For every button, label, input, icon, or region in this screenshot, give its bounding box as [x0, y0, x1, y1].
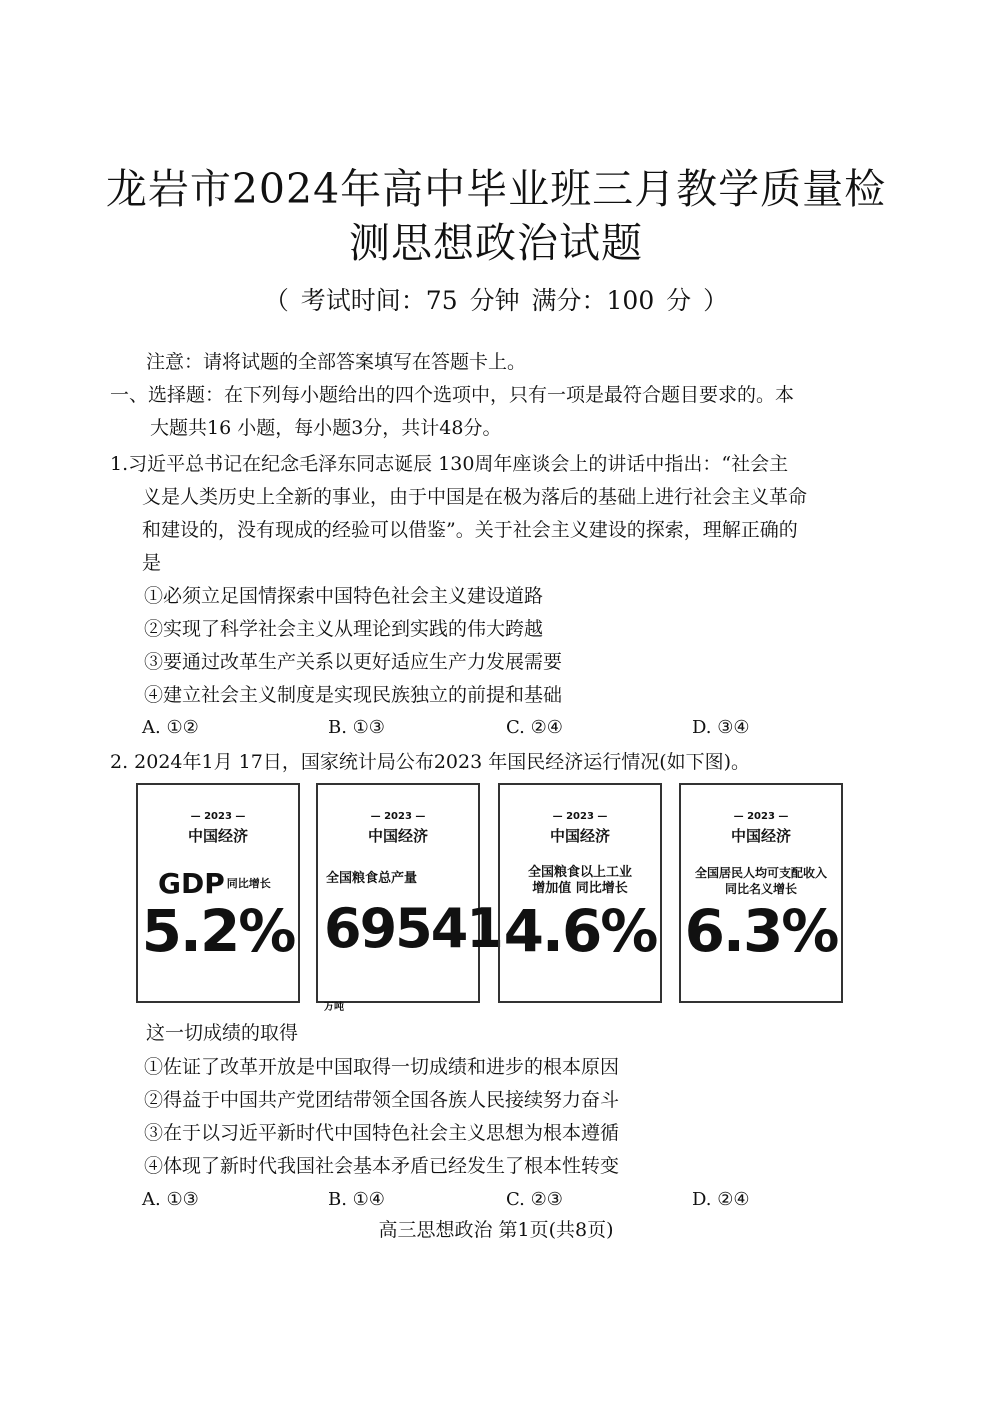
q1-option-c[interactable]: C. ②④: [506, 717, 563, 738]
card-value: 69541: [324, 897, 502, 960]
q1-option-b[interactable]: B. ①③: [328, 717, 385, 738]
card-value: 5.2%: [141, 897, 295, 965]
card-value-wrap: [318, 897, 502, 1023]
card-value: 6.3%: [684, 897, 838, 965]
card-income: [679, 783, 843, 1003]
card-year: — 2023 —: [370, 811, 426, 822]
card-label-small: 同比名义增长: [724, 882, 797, 896]
q2-statement-3: ③在于以习近平新时代中国特色社会主义思想为根本遵循: [144, 1122, 620, 1144]
section-heading-line-1: 一、选择题：在下列每小题给出的四个选项中，只有一项是最符合题目要求的。本: [110, 384, 795, 406]
card-year: — 2023 —: [552, 811, 608, 822]
card-label: 全国粮食总产量: [326, 871, 418, 886]
card-year: — 2023 —: [190, 811, 246, 822]
card-brand: 中国经济: [549, 827, 610, 845]
q1-stem-line-1: 1.习近平总书记在纪念毛泽东同志诞辰 130周年座谈会上的讲话中指出：“社会主: [110, 453, 789, 475]
q1-statement-1: ①必须立足国情探索中国特色社会主义建设道路: [144, 585, 544, 607]
page-footer: 高三思想政治 第1页(共8页): [378, 1219, 614, 1241]
card-label: 全国居民人均可支配收入: [694, 866, 827, 880]
card-brand: 中国经济: [367, 827, 428, 845]
q2-option-b[interactable]: B. ①④: [328, 1189, 385, 1210]
q1-statement-4: ④建立社会主义制度是实现民族独立的前提和基础: [144, 684, 563, 706]
q1-stem-line-2: 义是人类历史上全新的事业，由于中国是在极为落后的基础上进行社会主义革命: [142, 486, 808, 508]
section-heading-line-2: 大题共16 小题，每小题3分，共计48分。: [150, 417, 502, 439]
title-line-2: 测思想政治试题: [349, 219, 643, 267]
card-brand: 中国经济: [730, 827, 791, 845]
economy-figure: [134, 783, 850, 1013]
q2-statement-4: ④体现了新时代我国社会基本矛盾已经发生了根本性转变: [144, 1155, 620, 1177]
card-label-main: GDP: [158, 867, 225, 900]
q2-option-a[interactable]: A. ①③: [142, 1189, 199, 1210]
q2-option-d[interactable]: D. ②④: [692, 1189, 750, 1210]
q2-statement-2: ②得益于中国共产党团结带领全国各族人民接续努力奋斗: [144, 1089, 620, 1111]
q1-stem-line-4: 是: [142, 552, 162, 574]
q2-stem: 2. 2024年1月 17日，国家统计局公布2023 年国民经济运行情况(如下图)。: [110, 751, 751, 773]
card-year: — 2023 —: [733, 811, 789, 822]
notice: 注意：请将试题的全部答案填写在答题卡上。: [146, 351, 527, 373]
card-industry: [498, 783, 662, 1003]
q1-statement-2: ②实现了科学社会主义从理论到实践的伟大跨越: [144, 618, 544, 640]
q2-statement-1: ①佐证了改革开放是中国取得一切成绩和进步的根本原因: [144, 1056, 620, 1078]
card-label: [138, 867, 318, 900]
card-gdp: [136, 783, 300, 1003]
card-label: 全国粮食以上工业: [527, 865, 632, 880]
card-unit: 万吨: [324, 1002, 344, 1013]
q1-statement-3: ③要通过改革生产关系以更好适应生产力发展需要: [144, 651, 563, 673]
card-label-small: 增加值 同比增长: [532, 881, 628, 896]
q2-option-c[interactable]: C. ②③: [506, 1189, 563, 1210]
card-brand: 中国经济: [187, 827, 248, 845]
q1-option-d[interactable]: D. ③④: [692, 717, 750, 738]
card-label-small: 同比增长: [226, 877, 271, 890]
title-line-1: 龙岩市2024年高中毕业班三月教学质量检: [105, 165, 887, 213]
card-value: 4.6%: [503, 897, 657, 965]
q1-stem-line-3: 和建设的，没有现成的经验可以借鉴”。关于社会主义建设的探索，理解正确的: [142, 519, 798, 541]
card-grain-output: [316, 783, 502, 1013]
q2-lead: 这一切成绩的取得: [146, 1022, 299, 1044]
exam-info: （ 考试时间：75 分钟 满分：100 分 ）: [263, 286, 729, 315]
q1-option-a[interactable]: A. ①②: [142, 717, 199, 738]
